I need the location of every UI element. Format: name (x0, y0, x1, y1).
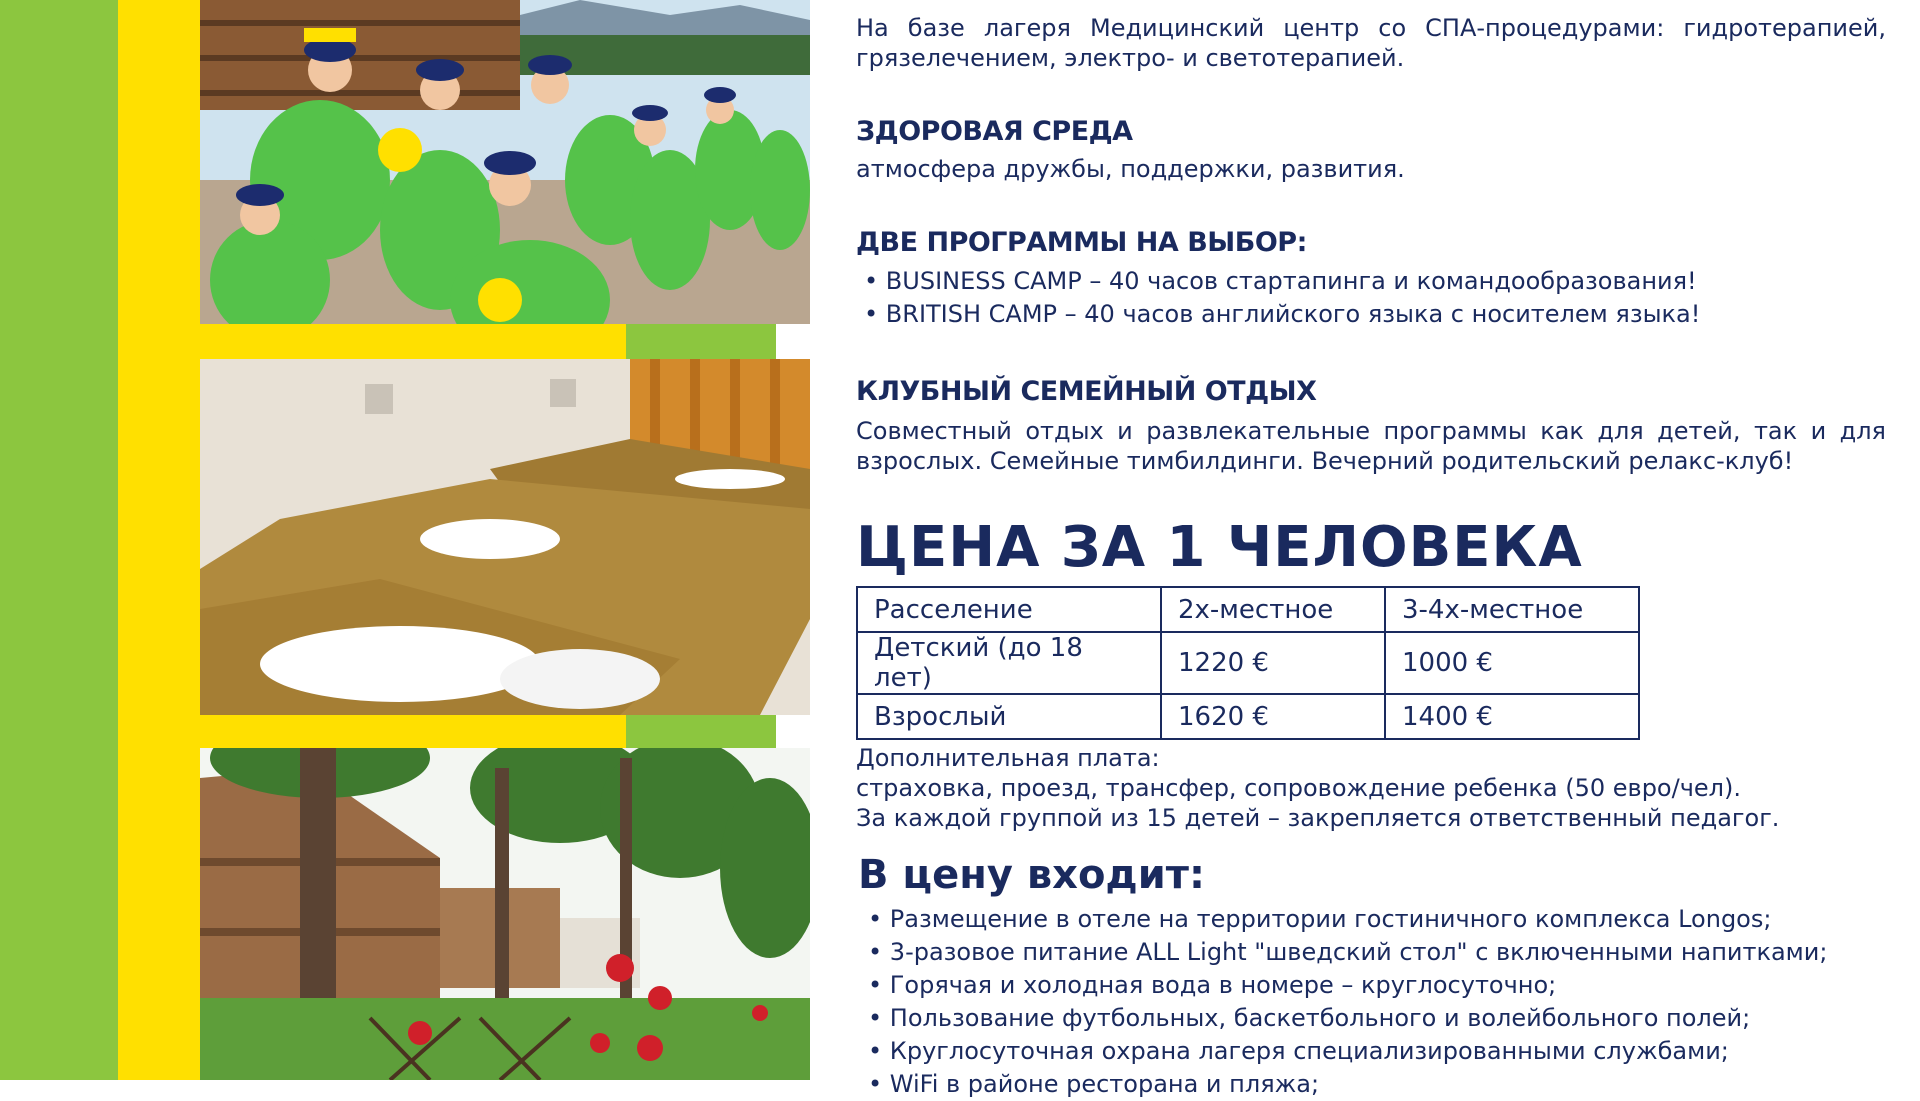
list-item: • Пользование футбольных, баскетбольного и волейбольного полей; (868, 1002, 1827, 1035)
healthy-text: атмосфера дружбы, поддержки, развития. (856, 155, 1405, 183)
garden-photo (200, 748, 810, 1080)
yellow-stripe (118, 0, 200, 1080)
extra-fee-items: страховка, проезд, трансфер, сопровождение ребенка (50 евро/чел). (856, 774, 1741, 802)
table-cell: 1000 € (1385, 632, 1639, 694)
green-stripe (0, 0, 118, 1080)
extra-fee-label: Дополнительная плата: (856, 744, 1160, 772)
includes-list (868, 903, 1827, 1101)
table-header: 2х-местное (1161, 587, 1385, 632)
list-item: • 3-разовое питание ALL Light "шведский стол" с включенными напитками; (868, 936, 1827, 969)
table-cell: Взрослый (857, 694, 1161, 739)
list-item: • Горячая и холодная вода в номере – круглосуточно; (868, 969, 1827, 1002)
list-item: • Размещение в отеле на территории гостиничного комплекса Longos; (868, 903, 1827, 936)
green-band (626, 715, 776, 750)
table-header: Расселение (857, 587, 1161, 632)
list-item: • Круглосуточная охрана лагеря специализированными службами; (868, 1035, 1827, 1068)
family-heading: КЛУБНЫЙ СЕМЕЙНЫЙ ОТДЫХ (856, 376, 1317, 407)
teacher-note: За каждой группой из 15 детей – закрепляется ответственный педагог. (856, 804, 1780, 832)
list-item: • BRITISH CAMP – 40 часов английского языка с носителем языка! (864, 298, 1700, 331)
table-row (857, 694, 1639, 739)
includes-title: В цену входит: (858, 852, 1205, 898)
table-header-row (857, 587, 1639, 632)
programs-list (864, 265, 1700, 331)
list-item: • WiFi в районе ресторана и пляжа; (868, 1068, 1827, 1101)
hotel-room-photo (200, 359, 810, 715)
table-cell: 1620 € (1161, 694, 1385, 739)
table-row (857, 632, 1639, 694)
programs-heading: ДВЕ ПРОГРАММЫ НА ВЫБОР: (856, 227, 1307, 258)
healthy-heading: ЗДОРОВАЯ СРЕДА (856, 116, 1133, 147)
table-header: 3-4х-местное (1385, 587, 1639, 632)
green-band (626, 324, 776, 359)
campers-photo (200, 0, 810, 324)
table-cell: Детский (до 18 лет) (857, 632, 1161, 694)
yellow-band (200, 324, 626, 359)
yellow-band (200, 715, 626, 750)
price-table (856, 586, 1640, 740)
table-cell: 1220 € (1161, 632, 1385, 694)
price-title: ЦЕНА ЗА 1 ЧЕЛОВЕКА (856, 515, 1583, 580)
list-item: • BUSINESS CAMP – 40 часов стартапинга и командообразования! (864, 265, 1700, 298)
family-text: Совместный отдых и развлекательные программы как для детей, так и для взрослых. Семейные тимбилдинги. Вечерний родительский релакс-клуб! (856, 417, 1886, 475)
spa-description: На базе лагеря Медицинский центр со СПА-процедурами: гидротерапией, грязелечением, электро- и светотерапией. (856, 14, 1886, 72)
table-cell: 1400 € (1385, 694, 1639, 739)
